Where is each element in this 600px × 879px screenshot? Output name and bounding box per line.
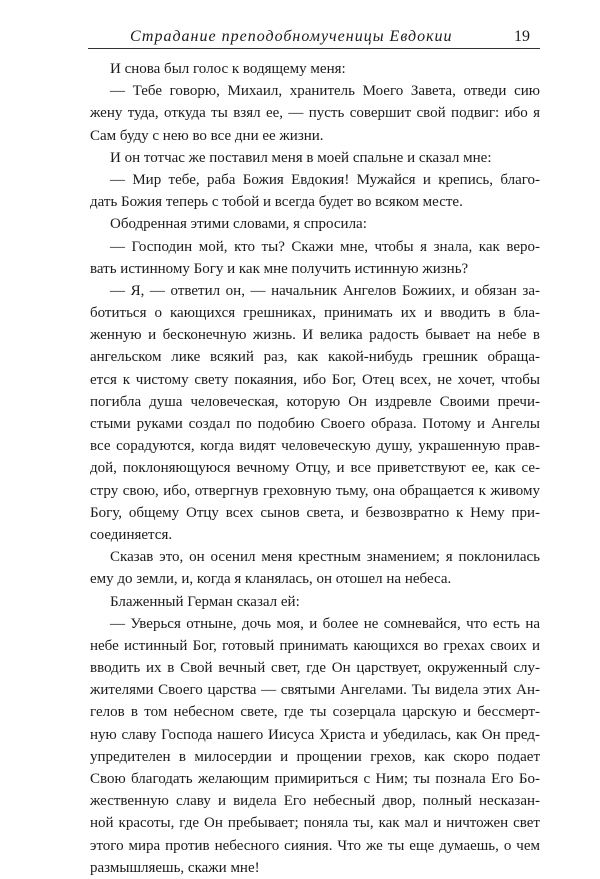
text-line: ется к чистому свету покаяния, ибо Бог, Отец всех, не хочет, чтобы	[90, 371, 540, 388]
text-line: Блаженный Герман сказал ей:	[110, 593, 300, 610]
text-line: размышляешь, скажи мне!	[90, 859, 260, 876]
text-line: женную и бесконечную жизнь. И велика радость бывает на небе в	[90, 327, 540, 344]
text-line: ботиться о кающихся грешниках, принимать их и вводить в бла-	[90, 305, 540, 322]
running-title: Страдание преподобномученицы Евдокии	[130, 28, 453, 45]
text-line: дой, поклоняющуюся вечному Отцу, и все приветствуют ее, как се-	[90, 460, 540, 477]
text-line: И он тотчас же поставил меня в моей спальне и сказал мне:	[110, 149, 492, 166]
text-line: упредителен в милосердии и прощении грехов, как скоро подает	[90, 748, 540, 765]
text-line: стру свою, ибо, отвергнув греховную тьму, она обращается к живому	[90, 482, 540, 499]
text-line: ему до земли, и, когда я кланялась, он отошел на небеса.	[90, 571, 452, 588]
text-line: вать истинному Богу и как мне получить истинную жизнь?	[90, 260, 469, 277]
text-line: небе истинный Бог, готовый принимать кающихся во грехах своих и	[90, 637, 540, 654]
text-line: ную славу Господа нашего Иисуса Христа и убедилась, как Он пред-	[90, 726, 540, 743]
text-line: дать Божия теперь с тобой и всегда будет во всяком месте.	[90, 194, 463, 211]
text-line: ангельском лике всякий раз, как какой-нибудь грешник обраща-	[90, 349, 540, 366]
text-line: Сказав это, он осенил меня крестным знамением; я поклонилась	[110, 549, 540, 566]
text-line: погибла душа человеческая, которую Он издревле Своими пречи-	[90, 393, 540, 410]
text-line: вводить их в Свой вечный свет, где Он царствует, окруженный слу-	[90, 660, 540, 677]
text-line: И снова был голос к водящему меня:	[110, 61, 346, 77]
text-line: — Тебе говорю, Михаил, хранитель Моего Завета, отведи сию	[110, 83, 540, 100]
text-line: жественную славу и видела Его небесный двор, полный несказан-	[90, 793, 540, 810]
text-line: жителями Своего царства — святыми Ангелами. Ты видела этих Ан-	[90, 682, 540, 699]
text-line: жену туда, откуда ты взял ее, — пусть совершит свой подвиг: ибо я	[90, 105, 540, 122]
text-line: Свою благодать желающим примириться с Ним; ты познала Его Бо-	[90, 771, 540, 787]
text-line: Сам буду с нею во все дни ее жизни.	[90, 127, 324, 144]
body-text	[90, 58, 540, 879]
page-number: 19	[514, 28, 530, 45]
text-line: Богу, общему Отцу всех сынов света, и безвозвратно к Нему при-	[90, 504, 540, 521]
text-line: Ободренная этими словами, я спросила:	[110, 216, 367, 233]
text-line: гелов в том небесном свете, где ты созерцала царскую и бессмерт-	[90, 704, 540, 721]
text-line: — Господин мой, кто ты? Скажи мне, чтобы я знала, как веро-	[110, 238, 540, 255]
text-line: — Уверься отныне, дочь моя, и более не сомневайся, что есть на	[110, 615, 540, 632]
text-line: этого мира против небесного сияния. Что же ты еще думаешь, о чем	[90, 837, 540, 854]
text-line: соединяется.	[90, 526, 173, 543]
page-header	[88, 26, 540, 49]
text-line: стыми руками создал по подобию Своего образа. Потому и Ангелы	[90, 416, 540, 432]
text-line: ной красоты, где Он пребывает; поняла ты, как мал и ничтожен свет	[90, 815, 540, 832]
text-line: все сорадуются, когда видят человеческую душу, украшенную прав-	[90, 438, 540, 455]
text-line: — Я, — ответил он, — начальник Ангелов Божиих, и обязан за-	[110, 282, 540, 299]
text-line: — Мир тебе, раба Божия Евдокия! Мужайся и крепись, благо-	[110, 171, 540, 188]
